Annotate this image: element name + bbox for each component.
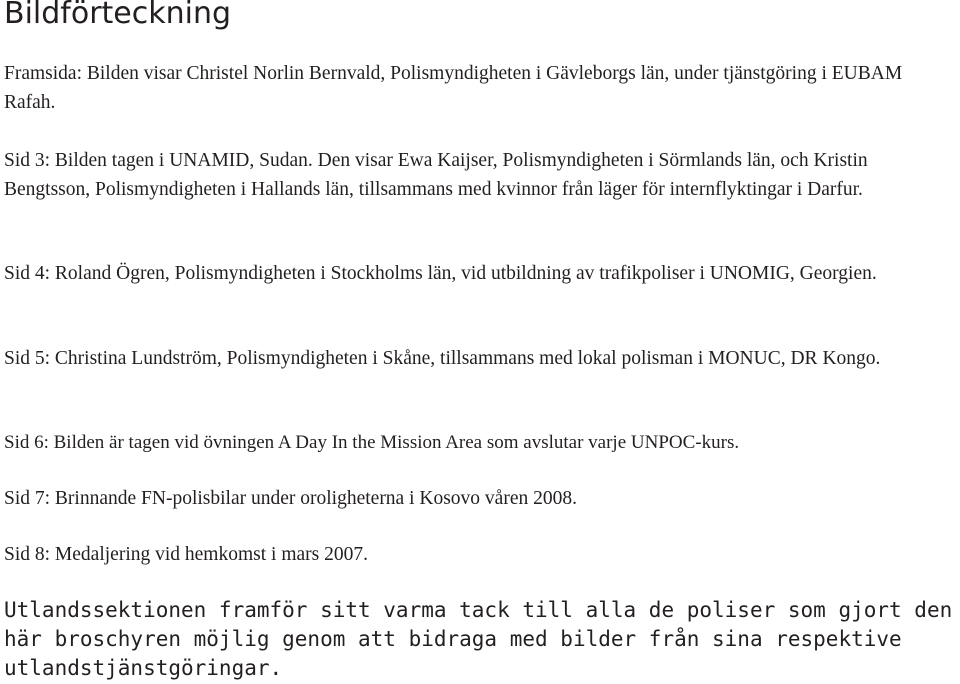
- page-title: Bildförteckning: [4, 0, 232, 31]
- caption-page-8: Sid 8: Medaljering vid hemkomst i mars 2007.: [4, 544, 368, 565]
- thanks-note: Utlandssektionen framför sitt varma tack till alla de poliser som gjort den här broschyren möjlig genom att bidraga med bilder från sina respektive utlandstjänstgöringar.: [4, 598, 953, 680]
- caption-cover: Framsida: Bilden visar Christel Norlin Bernvald, Polismyndigheten i Gävleborgs län, under tjänstgöring i EUBAM Rafah.: [4, 63, 903, 113]
- caption-page-7: Sid 7: Brinnande FN-polisbilar under oroligheterna i Kosovo våren 2008.: [4, 488, 577, 509]
- caption-page-6: Sid 6: Bilden är tagen vid övningen A Day In the Mission Area som avslutar varje UNPOC-kurs.: [4, 432, 740, 453]
- caption-page-4: Sid 4: Roland Ögren, Polismyndigheten i Stockholms län, vid utbildning av trafikpoliser i UNOMIG, Georgien.: [4, 263, 877, 284]
- caption-page-3: Sid 3: Bilden tagen i UNAMID, Sudan. Den visar Ewa Kaijser, Polismyndigheten i Sörmlands län, och Kristin Bengtsson, Polismyndigheten i Hallands län, tillsammans med kvinnor från läger för internflyktingar i Darfur.: [4, 150, 868, 200]
- caption-page-5: Sid 5: Christina Lundström, Polismyndigheten i Skåne, tillsammans med lokal polisman i MONUC, DR Kongo.: [4, 348, 881, 369]
